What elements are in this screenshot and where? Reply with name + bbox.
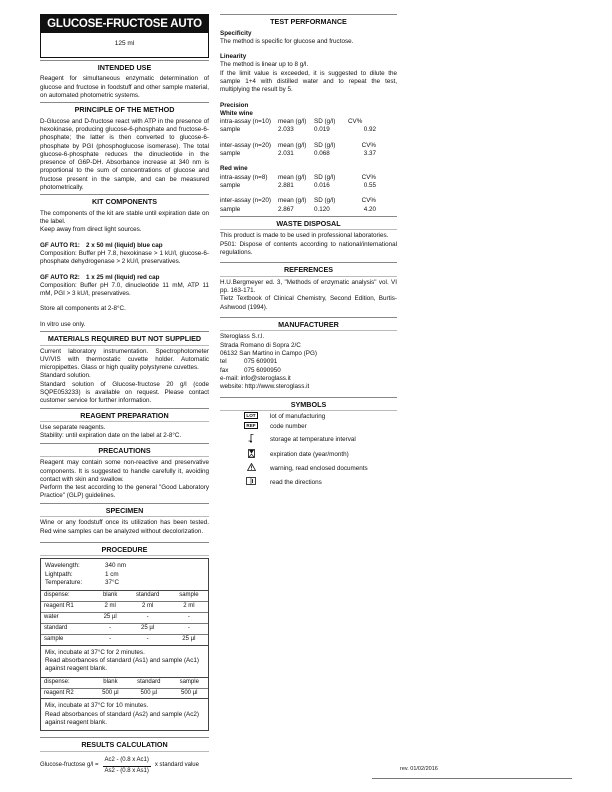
table-header: dispense: (41, 677, 94, 688)
param-label: Temperature: (45, 578, 83, 586)
manufacturer-city: 06132 San Martino in Campo (PG) (220, 350, 317, 358)
procedure-note-1 (41, 645, 208, 677)
precision-value: 0.068 (314, 150, 330, 158)
param-value: 37°C (105, 578, 120, 586)
precision-value: 0.55 (363, 181, 376, 189)
param-label: Lightpath: (45, 570, 73, 578)
precision-row-label: sample (220, 205, 241, 213)
intended-use-text: Reagent for simultaneous enzymatic determination of glucose and fructose in foodstuff and other sample material, on automated photometric systems. (40, 75, 209, 99)
section-heading-materials: MATERIALS REQUIRED BUT NOT SUPPLIED (40, 331, 209, 346)
precautions-line-2: Perform the test according to the general "Good Laboratory Practice" (GLP) guidelines. (40, 484, 209, 500)
precision-header: CV% (361, 141, 376, 149)
table-header: standard (127, 677, 170, 688)
param-value: 340 nm (105, 562, 127, 570)
waste-line-1: This product is made to be used in professional laboratories. (220, 232, 389, 240)
table-cell: - (125, 634, 169, 644)
table-cell: 500 µl (127, 688, 170, 698)
product-volume: 125 ml (114, 40, 135, 48)
lot-glyph: LOT (246, 413, 256, 419)
precision-value: 0.120 (314, 205, 330, 213)
kit-intro-2: Keep away from direct light sources. (40, 226, 142, 234)
hourglass-icon (244, 449, 258, 462)
precautions-line-1: Reagent may contain some non-reactive and preservative components. It is suggested to handle carefully it, avoiding contact with skin and swallow. (40, 459, 209, 483)
table-header: sample (170, 591, 208, 602)
book-icon (244, 477, 258, 489)
symbol-label: code number (270, 423, 307, 431)
table-cell: 25 µl (170, 634, 208, 644)
specificity-heading: Specificity (220, 29, 252, 37)
precision-value: 2.031 (278, 150, 294, 158)
precision-value: 2.033 (278, 126, 294, 134)
precision-value: 2.881 (278, 181, 294, 189)
precision-header: mean (g/l) (278, 141, 307, 149)
section-heading-procedure: PROCEDURE (40, 542, 209, 557)
red-wine-heading: Red wine (220, 165, 248, 173)
table-cell: - (95, 623, 126, 634)
precision-red-inter (220, 197, 397, 214)
precision-value: 2.867 (278, 205, 294, 213)
precision-header: CV% (361, 197, 376, 205)
fax-value: 075 6090950 (244, 366, 281, 374)
symbol-label: warning, read enclosed documents (270, 465, 368, 473)
table-cell: reagent R1 (41, 602, 95, 613)
table-cell: - (95, 634, 126, 644)
formula-numerator: Ac2 - (0.8 x Ac1) (103, 757, 151, 767)
precision-header: SD (g/l) (314, 118, 336, 126)
table-header-row (41, 591, 208, 602)
precision-label: inter-assay (n=20) (220, 141, 271, 149)
precision-row-label: sample (220, 181, 241, 189)
table-cell: - (170, 623, 208, 634)
kit-r1-line (40, 242, 209, 250)
table-cell: - (170, 613, 208, 624)
fax-label: fax (220, 366, 229, 374)
procedure-params (41, 559, 208, 590)
procedure-note-2 (41, 698, 208, 730)
materials-line-2: Standard solution. (40, 372, 91, 380)
table-cell: 500 µl (94, 688, 127, 698)
linearity-heading: Linearity (220, 53, 247, 61)
manufacturer-contacts (220, 358, 397, 375)
procedure-box (40, 558, 209, 731)
precision-value: 0.92 (363, 126, 376, 134)
linearity-text-1: The method is linear up to 8 g/l. (220, 61, 309, 69)
precision-header: mean (g/l) (278, 118, 307, 126)
kit-intro-1: The components of the kit are stable until expiration date on the label. (40, 209, 209, 226)
table-cell: - (125, 613, 169, 624)
section-heading-manufacturer: MANUFACTURER (220, 317, 397, 332)
specimen-text: Wine or any foodstuff once its utilization has been tested. Red wine samples can be analyzed without decolorization. (40, 519, 209, 535)
section-heading-references: REFERENCES (220, 262, 397, 277)
kit-r2-pack: 1 x 25 ml (liquid) red cap (86, 273, 160, 281)
section-heading-symbols: SYMBOLS (220, 397, 397, 412)
table-row (41, 634, 208, 644)
note-line: Mix, incubate at 37°C for 2 minutes. (45, 648, 145, 656)
right-column (220, 12, 397, 491)
ref-glyph: REF (246, 423, 256, 429)
precision-row-label: sample (220, 150, 241, 158)
tel-value: 075 609091 (244, 358, 278, 366)
symbol-label: expiration date (year/month) (270, 450, 349, 458)
email-link[interactable]: info@steroglass.it (240, 374, 291, 382)
table-row (41, 613, 208, 624)
note-line: Mix, incubate at 37°C for 10 minutes. (45, 702, 149, 710)
thermometer-icon (244, 434, 258, 447)
table-row (41, 623, 208, 634)
formula-lhs: Glucose-fructose g/l = (40, 762, 99, 769)
section-heading-precautions: PRECAUTIONS (40, 443, 209, 458)
param-label: Wavelength: (45, 562, 80, 570)
product-title: GLUCOSE-FRUCTOSE AUTO (41, 15, 208, 33)
precision-white-inter (220, 142, 397, 159)
section-heading-results: RESULTS CALCULATION (40, 737, 209, 752)
section-heading-principle: PRINCIPLE OF THE METHOD (40, 102, 209, 116)
table-cell: 500 µl (170, 688, 208, 698)
materials-line-1: Current laboratory instrumentation. Spectrophotometer UV/VIS with thermostatic cuvette holder. Automatic micropipettes. Glass or high quality polystyrene cuvettes. (40, 347, 209, 372)
precision-white-intra (220, 118, 397, 135)
white-wine-heading: White wine (220, 109, 253, 117)
ref-icon (244, 423, 258, 431)
precision-value: 3.37 (363, 150, 376, 158)
kit-r2-line (40, 274, 209, 282)
procedure-table-1 (41, 590, 208, 645)
precision-heading: Precision (220, 101, 249, 109)
warning-icon (244, 463, 258, 475)
symbol-label: lot of manufacturing (270, 413, 326, 420)
table-cell: water (41, 613, 95, 624)
table-cell: 2 ml (125, 602, 169, 613)
precision-header: mean (g/l) (278, 173, 307, 181)
revision-label: rev. 01/02/2016 (400, 766, 438, 772)
symbol-row-warning (244, 463, 397, 475)
website-label: website: (220, 383, 244, 391)
section-heading-waste: WASTE DISPOSAL (220, 216, 397, 231)
kit-r1-composition: Composition: Buffer pH 7.8, hexokinase > 1 kU/l, glucose-6-phosphate dehydrogenase > 2 kU/l, preservatives. (40, 250, 209, 266)
lot-icon (244, 413, 258, 421)
precision-header: SD (g/l) (314, 141, 336, 149)
symbol-row-ref (244, 423, 397, 431)
reference-1: H.U.Bergmeyer ed. 3, "Methods of enzymatic analysis" vol. VI pp. 163-171. (220, 278, 397, 295)
tel-label: tel (220, 358, 227, 366)
table-header-row (41, 677, 208, 688)
table-cell: 25 µl (95, 613, 126, 624)
table-cell: 2 ml (95, 602, 126, 613)
precision-header: mean (g/l) (278, 197, 307, 205)
precision-header: SD (g/l) (314, 197, 336, 205)
kit-r1-name: GF AUTO R1: (40, 241, 80, 249)
kit-r2-composition: Composition: Buffer pH 7.0, dinucleotide 11 mM, ATP 11 mM, PGI > 3 kU/l, preservatives. (40, 281, 209, 298)
website-link[interactable]: http://www.steroglass.it (244, 383, 310, 391)
formula-denominator: As2 - (0.8 x As1) (104, 767, 149, 774)
table-row (41, 602, 208, 613)
kit-storage: Store all components at 2-8°C. (40, 305, 126, 313)
note-line: Read absorbances of standard (As1) and sample (Ac1) against reagent blank. (45, 657, 200, 673)
table-row (41, 688, 208, 698)
note-line: Read absorbances of standard (As2) and sample (Ac2) against reagent blank. (45, 710, 200, 727)
symbol-label: storage at temperature interval (270, 435, 356, 443)
manufacturer-name: Steroglass S.r.l. (220, 333, 265, 341)
table-header: blank (94, 677, 127, 688)
table-header: sample (170, 677, 208, 688)
param-value: 1 cm (105, 570, 119, 578)
principle-text: D-Glucose and D-fructose react with ATP in the presence of hexokinase, producing glucose-6-phosphate and fructose-6-phosphate; the latter is then converted to glucose-6-phosphate by PGI (phosphoglucose isomerase). The total glucose-6-phosphate reduces the dinucleotide in the presence of G6P-DH. Absorbance increase at 340 nm is proportional to the sum of concentrations of glucose and fructose present in the sample, and can be measured photometrically. (40, 117, 209, 192)
precision-value: 0.019 (314, 126, 330, 134)
kit-r2-name: GF AUTO R2: (40, 273, 80, 281)
footer-divider (372, 778, 572, 779)
section-heading-intended-use: INTENDED USE (40, 60, 209, 74)
precision-label: intra-assay (n=8) (220, 173, 268, 181)
results-formula (40, 757, 209, 776)
table-header: dispense: (41, 591, 95, 602)
table-cell: sample (41, 634, 95, 644)
kit-r1-pack: 2 x 50 ml (liquid) blue cap (86, 241, 163, 249)
manufacturer-web-line (220, 383, 397, 391)
table-cell: reagent R2 (41, 688, 94, 698)
formula-rhs: x standard value (154, 762, 199, 769)
specificity-text: The method is specific for glucose and fructose. (220, 37, 354, 45)
waste-line-2: P501: Dispose of contents according to national/international regulations. (220, 240, 397, 256)
precision-label: intra-assay (n=10) (220, 118, 271, 126)
symbol-row-temperature (244, 434, 397, 447)
symbol-label: read the directions (270, 479, 322, 487)
precision-label: inter-assay (n=20) (220, 197, 271, 205)
formula-fraction (103, 757, 151, 776)
table-cell: 25 µl (125, 623, 169, 634)
symbol-row-directions (244, 477, 397, 489)
manufacturer-street: Strada Romano di Sopra 2/C (220, 341, 301, 349)
precision-header: SD (g/l) (314, 173, 336, 181)
product-title-box (40, 14, 209, 58)
manufacturer-email-line (220, 375, 397, 383)
reagent-prep-line-2: Stability: until expiration date on the label at 2-8°C. (40, 432, 182, 440)
section-heading-specimen: SPECIMEN (40, 503, 209, 518)
email-label: e-mail: (220, 374, 239, 382)
precision-value: 0.016 (314, 181, 330, 189)
symbol-row-expiry (244, 449, 397, 462)
precision-red-intra (220, 174, 397, 191)
precision-header: CV% (348, 118, 363, 126)
section-heading-reagent-prep: REAGENT PREPARATION (40, 408, 209, 423)
precision-value: 4.20 (363, 205, 376, 213)
kit-invitro: In vitro use only. (40, 320, 86, 328)
left-column (40, 14, 209, 776)
precision-header: CV% (361, 173, 376, 181)
table-header: standard (125, 591, 169, 602)
reference-2: Tietz Textbook of Clinical Chemistry, Second Edition, Burtis-Ashwood (1994). (220, 295, 397, 311)
section-heading-test-performance: TEST PERFORMANCE (220, 14, 397, 28)
reagent-prep-line-1: Use separate reagents. (40, 424, 106, 432)
procedure-table-2 (41, 677, 208, 699)
table-cell: standard (41, 623, 95, 634)
table-header: blank (95, 591, 126, 602)
symbol-row-lot (244, 413, 397, 421)
table-cell: 2 ml (170, 602, 208, 613)
linearity-text-2: If the limit value is exceeded, it is suggested to dilute the sample 1+4 with distilled water and to repeat the test, multiplying the result by 5. (220, 69, 397, 94)
materials-line-3: Standard solution of Glucose-fructose 20 g/l (code SQPE053233) is available on request. Please contact customer service for further information. (40, 380, 209, 405)
section-heading-kit: KIT COMPONENTS (40, 194, 209, 208)
precision-row-label: sample (220, 126, 241, 134)
